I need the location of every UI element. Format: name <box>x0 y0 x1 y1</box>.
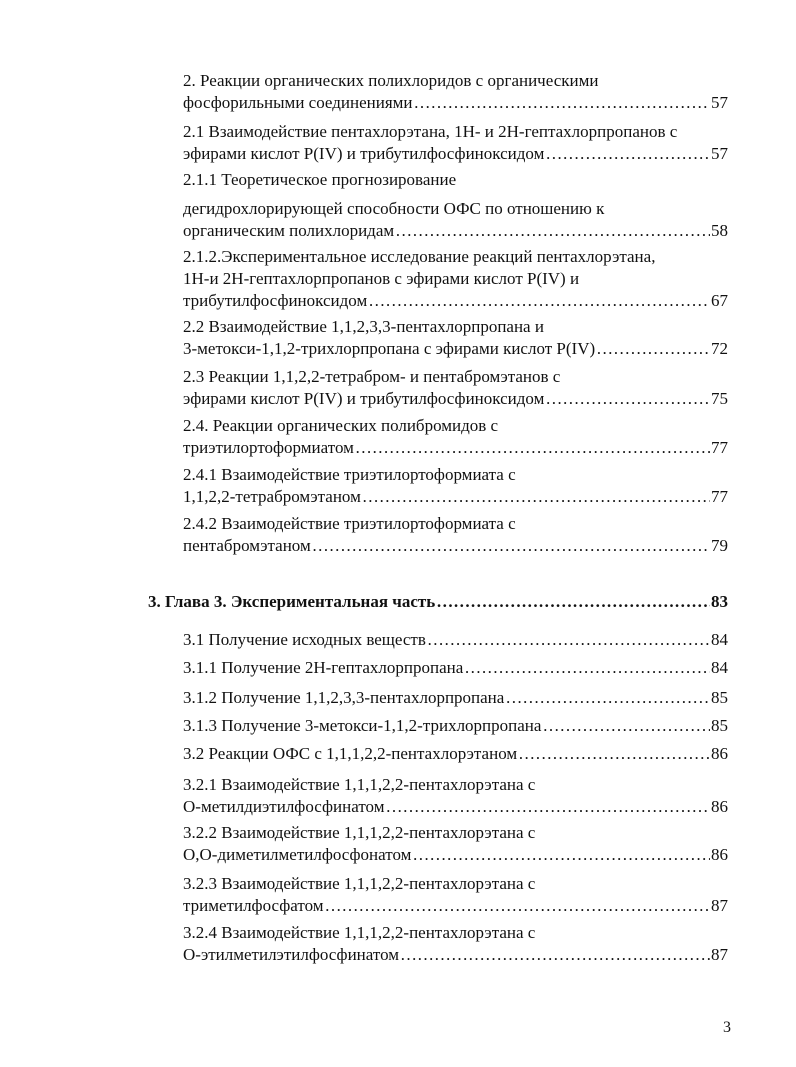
toc-entry-2-1 <box>183 121 728 165</box>
leader-dots <box>426 629 710 651</box>
leader-dots <box>504 687 710 709</box>
toc-entry-text: 2.4.1 Взаимодействие триэтилортоформиата с <box>183 465 516 484</box>
toc-entry-text: 2.2 Взаимодействие 1,1,2,3,3-пентахлорпропана и <box>183 317 544 336</box>
toc-entry-text: 3.2.1 Взаимодействие 1,1,1,2,2-пентахлорэтана с <box>183 775 536 794</box>
toc-page-number: 57 <box>711 144 728 163</box>
toc-entry-text: пентабромэтаном <box>183 536 311 555</box>
toc-entry-2-1-1 <box>183 169 728 242</box>
toc-entry-3-1-1 <box>183 657 728 679</box>
leader-dots <box>413 92 711 114</box>
toc-entry-text: дегидрохлорирующей способности ОФС по отношению к <box>183 199 605 218</box>
toc-entry-2-4 <box>183 415 728 459</box>
toc-page-number: 87 <box>711 896 728 915</box>
toc-page-number: 86 <box>711 744 728 763</box>
toc-entry-text: 3.1.2 Получение 1,1,2,3,3-пентахлорпропана <box>183 688 505 707</box>
toc-chapter-3 <box>148 591 728 613</box>
toc-entry-3-2-1 <box>183 774 728 818</box>
leader-dots <box>595 338 710 360</box>
toc-page-number: 87 <box>711 945 728 964</box>
toc-entry-2-3 <box>183 366 728 410</box>
toc-entry-text: 3.1.3 Получение 3-метокси-1,1,2-трихлорпропана <box>183 716 542 735</box>
leader-dots <box>517 743 710 765</box>
leader-dots <box>384 796 710 818</box>
toc-entry-2-4-1 <box>183 464 728 508</box>
toc-entry-text: эфирами кислот Р(IV) и трибутилфосфиноксидом <box>183 144 545 163</box>
leader-dots <box>411 844 710 866</box>
toc-entry-text: 1Н-и 2Н-гептахлорпропанов с эфирами кислот Р(IV) и <box>183 269 580 288</box>
toc-entry-text: 3.2.2 Взаимодействие 1,1,1,2,2-пентахлорэтана с <box>183 823 536 842</box>
toc-entry-text: 3-метокси-1,1,2-трихлорпропана с эфирами кислот Р(IV) <box>183 339 596 358</box>
toc-page-number: 85 <box>711 688 728 707</box>
leader-dots <box>394 220 710 242</box>
toc-entry-text: эфирами кислот Р(IV) и трибутилфосфиноксидом <box>183 389 545 408</box>
leader-dots <box>541 715 710 737</box>
toc-entry-text: фосфорильными соединениями <box>183 93 413 112</box>
toc-entry-text: 2.4.2 Взаимодействие триэтилортоформиата с <box>183 514 516 533</box>
leader-dots <box>311 535 710 557</box>
toc-entry-text: 2.1.2.Экспериментальное исследование реакций пентахлорэтана, <box>183 247 656 266</box>
toc-entry-3-2 <box>183 743 728 765</box>
toc-entry-text: органическим полихлоридам <box>183 221 395 240</box>
leader-dots <box>354 437 710 459</box>
toc-entry-text: О,О-диметилметилфосфонатом <box>183 845 412 864</box>
toc-page-number: 86 <box>711 797 728 816</box>
toc-entry-3-2-3 <box>183 873 728 917</box>
leader-dots <box>435 591 710 613</box>
toc-entry-text: 3. Глава 3. Экспериментальная часть <box>148 592 436 611</box>
leader-dots <box>361 486 710 508</box>
toc-entry-text: 2.3 Реакции 1,1,2,2-тетрабром- и пентабромэтанов с <box>183 367 561 386</box>
toc-entry-text: О-метилдиэтилфосфинатом <box>183 797 385 816</box>
toc-entry-text: 3.2.3 Взаимодействие 1,1,1,2,2-пентахлорэтана с <box>183 874 536 893</box>
toc-page-number: 83 <box>711 592 728 611</box>
toc-entry-text: триэтилортоформиатом <box>183 438 354 457</box>
toc-entry-text: О-этилметилэтилфосфинатом <box>183 945 400 964</box>
toc-page-number: 86 <box>711 845 728 864</box>
toc-page-number: 67 <box>711 291 728 310</box>
toc-page-number: 72 <box>711 339 728 358</box>
toc-entry-text: 2.1 Взаимодействие пентахлорэтана, 1Н- и 2Н-гептахлорпропанов с <box>183 122 678 141</box>
toc-page-number: 84 <box>711 658 728 677</box>
toc-entry-text: 3.2 Реакции ОФС с 1,1,1,2,2-пентахлорэтаном <box>183 744 518 763</box>
toc-page-number: 84 <box>711 630 728 649</box>
toc-page-number: 75 <box>711 389 728 408</box>
toc-entry-2-2 <box>183 316 728 360</box>
toc-page-number: 77 <box>711 438 728 457</box>
leader-dots <box>544 143 710 165</box>
leader-dots <box>399 944 710 966</box>
toc-page-number: 85 <box>711 716 728 735</box>
toc-entry-3-2-4 <box>183 922 728 966</box>
leader-dots <box>544 388 710 410</box>
toc-entry-text: 2.4. Реакции органических полибромидов с <box>183 416 499 435</box>
toc-page-number: 79 <box>711 536 728 555</box>
toc-page-number: 57 <box>711 93 728 112</box>
toc-entry-text: 2. Реакции органических полихлоридов с органическими <box>183 71 599 90</box>
toc-page-number: 58 <box>711 221 728 240</box>
leader-dots <box>324 895 711 917</box>
toc-entry-text: 3.2.4 Взаимодействие 1,1,1,2,2-пентахлорэтана с <box>183 923 536 942</box>
toc-entry-text: 1,1,2,2-тетрабромэтаном <box>183 487 361 506</box>
toc-entry-2-4-2 <box>183 513 728 557</box>
toc-entry-text: 3.1.1 Получение 2Н-гептахлорпропана <box>183 658 464 677</box>
toc-entry-3-1-2 <box>183 687 728 709</box>
page-number: 3 <box>723 1019 731 1036</box>
toc-entry-text: триметилфосфатом <box>183 896 324 915</box>
toc-entry-text: трибутилфосфиноксидом <box>183 291 368 310</box>
toc-entry-text: 2.1.1 Теоретическое прогнозирование <box>183 170 457 189</box>
toc-entry-3-1-3 <box>183 715 728 737</box>
toc-page-number: 77 <box>711 487 728 506</box>
toc-entry-2 <box>183 70 728 114</box>
leader-dots <box>463 657 710 679</box>
toc-entry-2-1-2 <box>183 246 728 312</box>
toc-entry-3-1 <box>183 629 728 651</box>
toc-entry-3-2-2 <box>183 822 728 866</box>
leader-dots <box>367 290 710 312</box>
toc-entry-text: 3.1 Получение исходных веществ <box>183 630 426 649</box>
